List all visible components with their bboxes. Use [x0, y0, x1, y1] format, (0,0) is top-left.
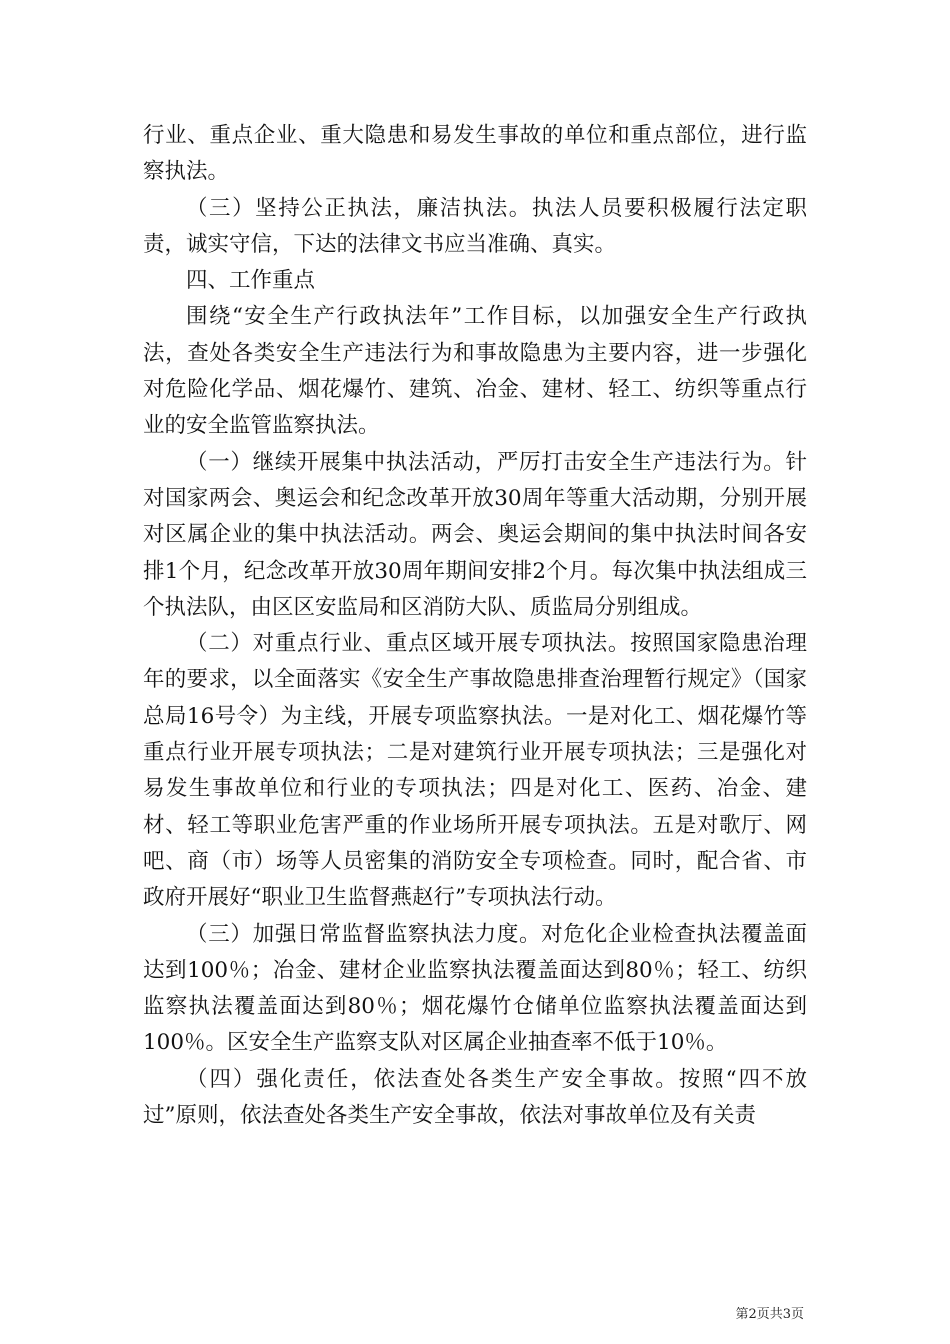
paragraph-2: （三）坚持公正执法，廉洁执法。执法人员要积极履行法定职责，诚实守信，下达的法律文书应当准确、真实。 [143, 195, 807, 257]
document-body [143, 118, 807, 1134]
paragraph-7: （三）加强日常监督监察执法力度。对危化企业检查执法覆盖面达到100％；冶金、建材企业监察执法覆盖面达到80％；轻工、纺织监察执法覆盖面达到80％；烟花爆竹仓储单位监察执法覆盖面达到100％。区安全生产监察支队对区属企业抽查率不低于10％。 [143, 921, 807, 1056]
page-number: 第2页共3页 [735, 1307, 804, 1322]
paragraph-1: 行业、重点企业、重大隐患和易发生事故的单位和重点部位，进行监察执法。 [143, 123, 807, 185]
paragraph-4: 围绕“安全生产行政执法年”工作目标，以加强安全生产行政执法，查处各类安全生产违法行为和事故隐患为主要内容，进一步强化对危险化学品、烟花爆竹、建筑、冶金、建材、轻工、纺织等重点行业的安全监管监察执法。 [143, 304, 807, 439]
paragraph-6: （二）对重点行业、重点区域开展专项执法。按照国家隐患治理年的要求，以全面落实《安全生产事故隐患排查治理暂行规定》（国家总局16号令）为主线，开展专项监察执法。一是对化工、烟花爆竹等重点行业开展专项执法；二是对建筑行业开展专项执法；三是强化对易发生事故单位和行业的专项执法；四是对化工、医药、冶金、建材、轻工等职业危害严重的作业场所开展专项执法。五是对歌厅、网吧、商（市）场等人员密集的消防安全专项检查。同时，配合省、市政府开展好“职业卫生监督燕赵行”专项执法行动。 [143, 631, 807, 911]
paragraph-8: （四）强化责任，依法查处各类生产安全事故。按照“四不放过”原则，依法查处各类生产安全事故，依法对事故单位及有关责 [143, 1066, 807, 1129]
section-heading: 四、工作重点 [186, 268, 316, 294]
paragraph-5: （一）继续开展集中执法活动，严厉打击安全生产违法行为。针对国家两会、奥运会和纪念改革开放30周年等重大活动期，分别开展对区属企业的集中执法活动。两会、奥运会期间的集中执法时间各安排1个月，纪念改革开放30周年期间安排2个月。每次集中执法组成三个执法队，由区区安监局和区消防大队、质监局分别组成。 [143, 449, 807, 620]
